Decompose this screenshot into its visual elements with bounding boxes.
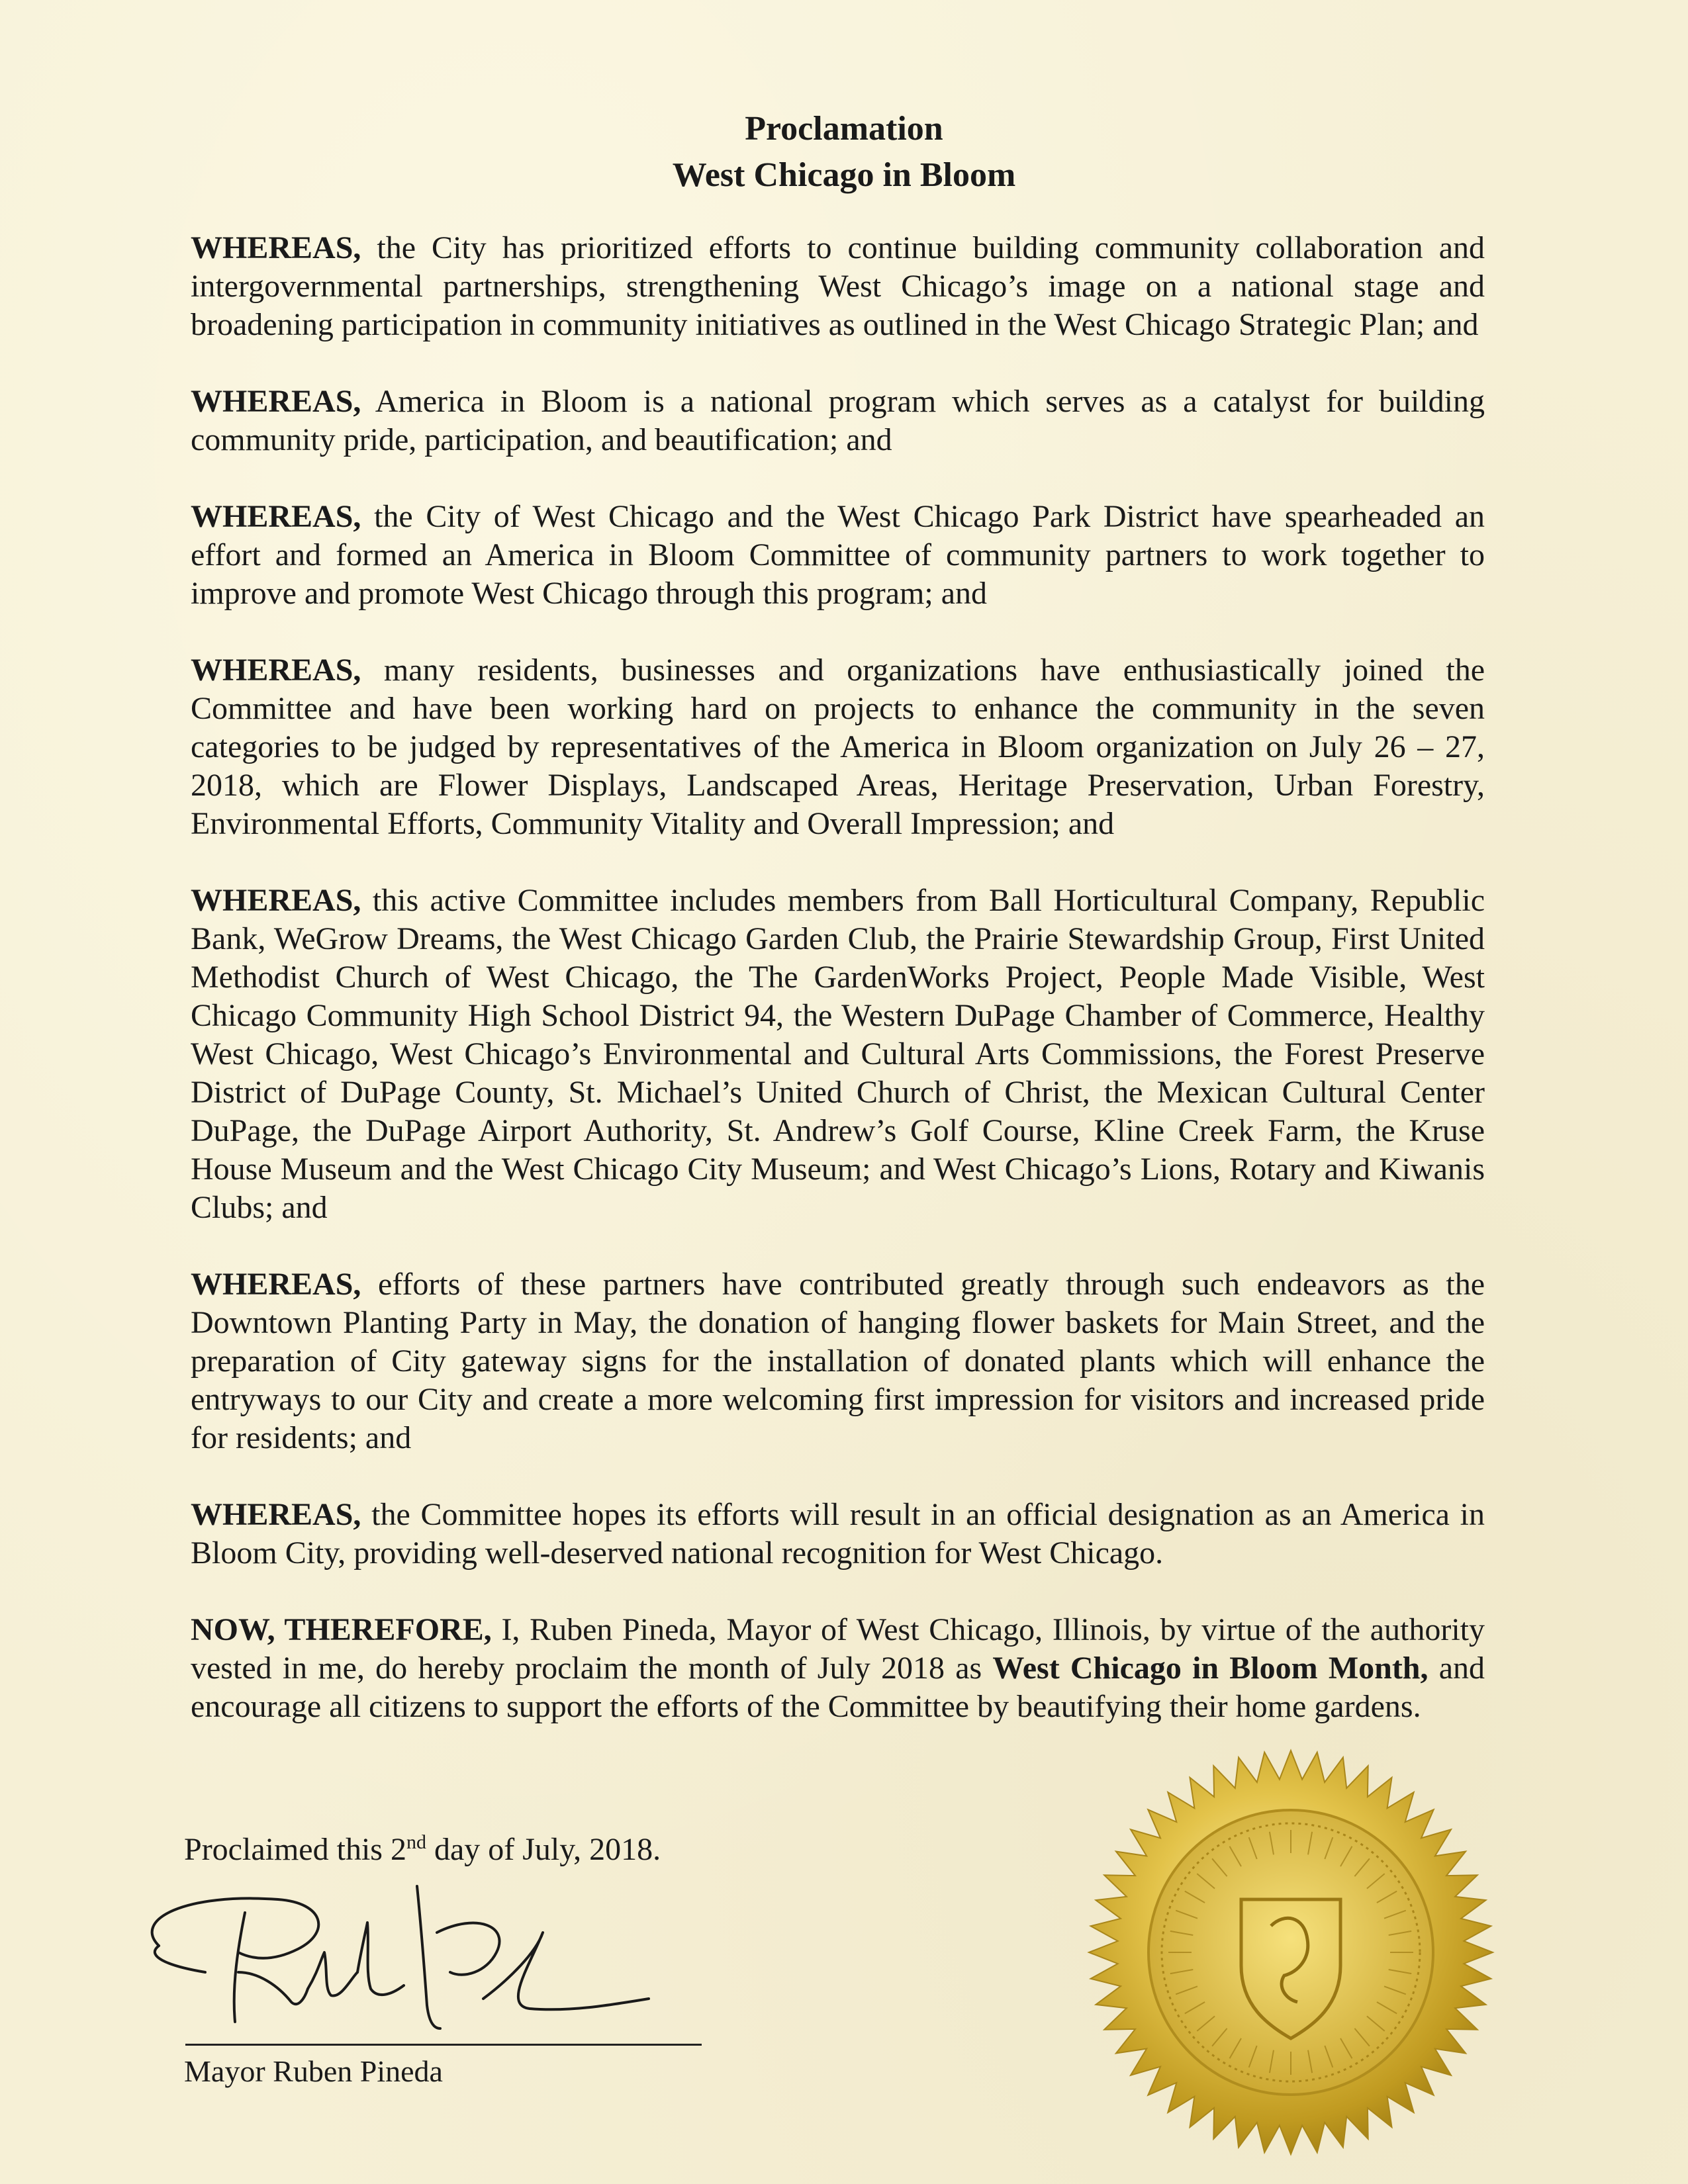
- whereas-paragraph: [191, 498, 1485, 613]
- paragraph-text: this active Committee includes members from Ball Horticultural Company, Republic Bank, WeGrow Dreams, the West Chicago Garden Club, the Prairie Stewardship Group, First United Methodist Church of West Chicago, the The GardenWorks Project, People Made Visible, West Chicago Community High School District 94, the Western DuPage Chamber of Commerce, Healthy West Chicago, West Chicago’s Environmental and Cultural Arts Commissions, the Forest Preserve District of DuPage County, St. Michael’s United Church of Christ, the Mexican Cultural Center DuPage, the DuPage Airport Authority, St. Andrew’s Golf Course, Kline Creek Farm, the Kruse House Museum and the West Chicago City Museum; and West Chicago’s Lions, Rotary and Kiwanis Clubs; and: [191, 883, 1485, 1225]
- whereas-paragraph: [191, 651, 1485, 843]
- whereas-paragraph: [191, 383, 1485, 459]
- paragraph-lead: WHEREAS,: [191, 384, 361, 419]
- paragraph-lead: WHEREAS,: [191, 1267, 361, 1302]
- therefore-lead: NOW, THEREFORE,: [191, 1612, 492, 1647]
- signature-label: Mayor Ruben Pineda: [184, 2054, 443, 2088]
- paragraph-text: many residents, businesses and organizations have enthusiastically joined the Committee and have been working hard on projects to enhance the community in the seven categories to be judged by representatives of the America in Bloom organization on July 26 – 27, 2018, which are Flower Displays, Landscaped Areas, Heritage Preservation, Urban Forestry, Environmental Efforts, Community Vitality and Overall Impression; and: [191, 653, 1485, 841]
- document-body: [191, 229, 1485, 1764]
- whereas-paragraph: [191, 229, 1485, 344]
- title-line-1: Proclamation: [745, 110, 943, 148]
- paragraph-lead: WHEREAS,: [191, 883, 361, 918]
- whereas-paragraph: [191, 1265, 1485, 1457]
- paragraph-lead: WHEREAS,: [191, 230, 361, 265]
- paragraph-lead: WHEREAS,: [191, 653, 361, 688]
- whereas-paragraph: [191, 1496, 1485, 1572]
- whereas-paragraph: [191, 882, 1485, 1227]
- paragraph-text: efforts of these partners have contributed greatly through such endeavors as the Downtown Planting Party in May, the donation of hanging flower baskets for Main Street, and the preparation of City gateway signs for the installation of donated plants which will enhance the entryways to our City and create a more welcoming first impression for visitors and increased pride for residents; and: [191, 1267, 1485, 1455]
- proclaimed-after: day of July, 2018.: [426, 1832, 661, 1867]
- paragraph-lead: WHEREAS,: [191, 499, 361, 534]
- proclaimed-ordinal: nd: [406, 1831, 426, 1853]
- therefore-text-end: and encourage all citizens to support the efforts of the Committee by beautifying their home gardens.: [191, 1651, 1485, 1724]
- proclaimed-before: Proclaimed this 2: [184, 1832, 406, 1867]
- proclaimed-date: [184, 1831, 661, 1869]
- therefore-text: I, Ruben Pineda, Mayor of West Chicago, Illinois, by virtue of the authority vested in me, do hereby proclaim the month of July 2018 as: [191, 1612, 1485, 1686]
- document-title: [0, 106, 1688, 199]
- signature-line: [185, 2044, 702, 2046]
- title-line-2: West Chicago in Bloom: [672, 156, 1016, 194]
- paragraph-text: America in Bloom is a national program which serves as a catalyst for building community pride, participation, and beautification; and: [191, 384, 1485, 457]
- mayor-signature: [106, 1873, 702, 2032]
- paragraph-text: the Committee hopes its efforts will result in an official designation as an America in Bloom City, providing well-deserved national recognition for West Chicago.: [191, 1497, 1485, 1570]
- proclaimed-month: West Chicago in Bloom Month,: [992, 1651, 1429, 1686]
- paragraph-lead: WHEREAS,: [191, 1497, 361, 1532]
- gold-seal-icon: [1086, 1747, 1496, 2158]
- paragraph-text: the City has prioritized efforts to continue building community collaboration and intergovernmental partnerships, strengthening West Chicago’s image on a national stage and broadening participation in community initiatives as outlined in the West Chicago Strategic Plan; and: [191, 230, 1485, 342]
- paragraph-text: the City of West Chicago and the West Chicago Park District have spearheaded an effort and formed an America in Bloom Committee of community partners to work together to improve and promote West Chicago through this program; and: [191, 499, 1485, 611]
- therefore-paragraph: [191, 1611, 1485, 1726]
